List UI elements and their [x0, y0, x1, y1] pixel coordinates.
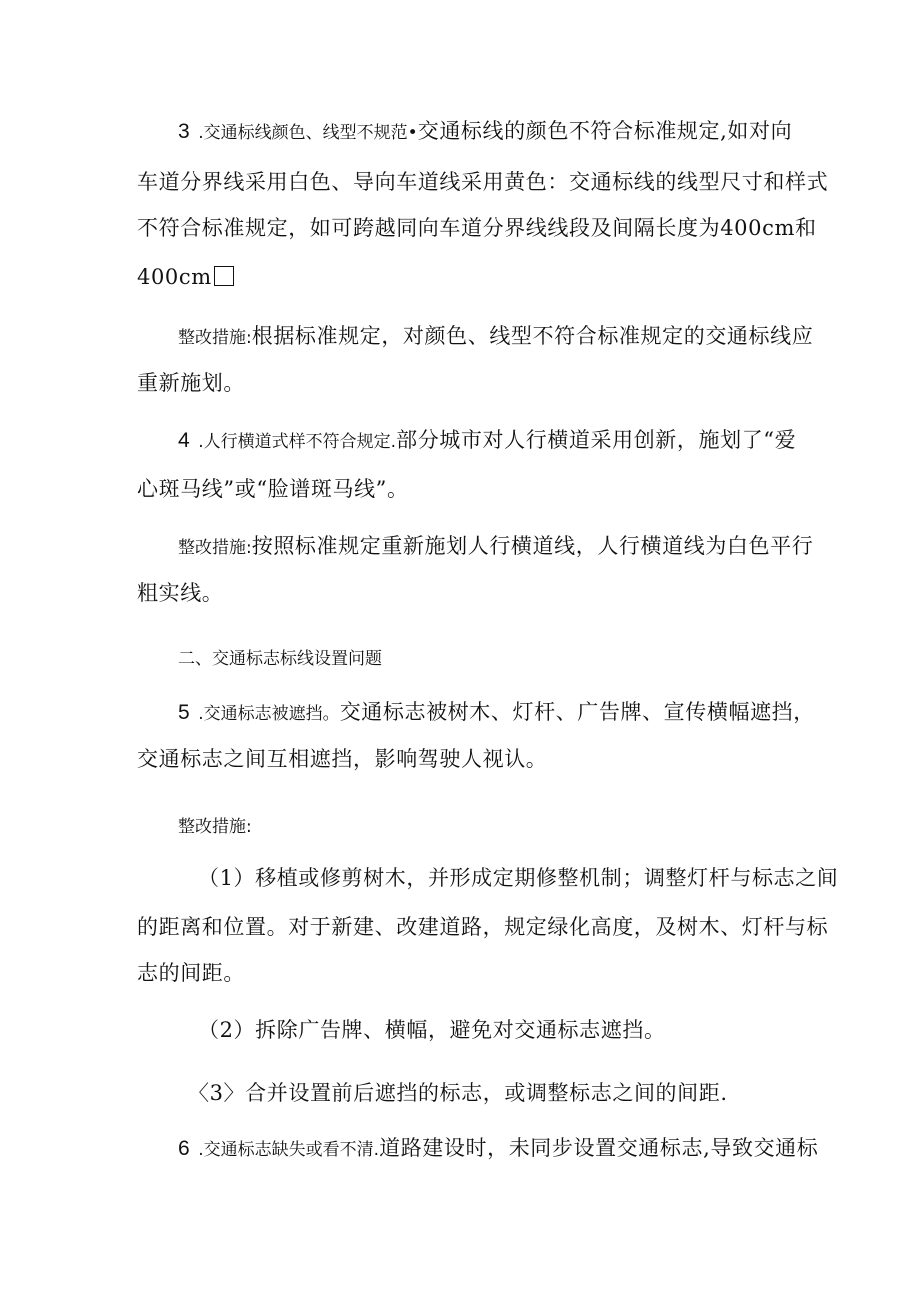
fix-3-text: 根据标准规定，对颜色、线型不符合标准规定的交通标线应: [251, 324, 814, 348]
item-4-line-2: 心斑马线”或“脸谱斑马线”。: [137, 477, 409, 501]
item-3-number: 3: [178, 120, 191, 143]
item-3-line-2: 车道分界线采用白色、导向车道线采用黄色：交通标线的线型尺寸和样式: [137, 170, 829, 194]
item-5-line-2: 交通标志之间互相遮挡，影响驾驶人视认。: [137, 747, 548, 771]
item-3-heading: .交通标线颜色、线型不规范•: [198, 123, 418, 143]
item-3-line-3: 不符合标准规定，如可跨越同向车道分界线线段及间隔长度为400cm和: [137, 216, 817, 240]
item-3-text-end: 400cm: [137, 265, 212, 289]
fix-5-measure-1-line-2: 的距离和位置。对于新建、改建道路，规定绿化高度，及树木、灯杆与标: [137, 915, 829, 939]
item-4-number: 4: [178, 429, 191, 452]
fix-3-heading: 整改措施:: [178, 328, 252, 348]
fix-4-heading: 整改措施:: [178, 538, 252, 558]
item-3-text: 交通标线的颜色不符合标准规定,如对向: [417, 119, 793, 143]
item-5-text: 交通标志被树木、灯杆、广告牌、宣传横幅遮挡，: [339, 700, 815, 724]
fix-5-measure-3: 〈3〉合并设置前后遮挡的标志，或调整标志之间的间距.: [188, 1081, 728, 1105]
fix-5-measure-2: （2）拆除广告牌、横幅，避免对交通标志遮挡。: [198, 1018, 666, 1042]
item-3-line-4: [137, 264, 234, 290]
item-5-heading: .交通标志被遮挡。: [198, 704, 340, 724]
item-6-number: 6: [178, 1137, 191, 1160]
missing-glyph-box-icon: [214, 266, 234, 286]
section-2-title: 二、交通标志标线设置问题: [178, 649, 382, 669]
item-4-line-1: [178, 427, 796, 455]
item-6-text: 道路建设时，未同步设置交通标志,导致交通标: [379, 1136, 819, 1160]
item-5-line-1: [178, 699, 815, 727]
item-4-text: 部分城市对人行横道采用创新，施划了“爱: [396, 428, 797, 452]
item-4-heading: .人行横道式样不符合规定.: [198, 432, 397, 452]
fix-4-line-2: 粗实线。: [137, 581, 224, 605]
fix-4-text: 按照标准规定重新施划人行横道线，人行横道线为白色平行: [251, 534, 814, 558]
item-6-heading: .交通标志缺失或看不清.: [198, 1140, 380, 1160]
fix-5-measure-1-line-3: 志的间距。: [137, 961, 245, 985]
item-5-number: 5: [178, 701, 191, 724]
fix-3-line-1: [178, 323, 813, 351]
item-6-line-1: [178, 1135, 818, 1163]
fix-4-line-1: [178, 533, 813, 561]
fix-5-heading: 整改措施:: [178, 817, 252, 837]
item-3-line-1: [178, 118, 792, 146]
fix-5-measure-1-line-1: （1）移植或修剪树木，并形成定期修整机制；调整灯杆与标志之间: [198, 866, 839, 890]
fix-3-line-2: 重新施划。: [137, 371, 245, 395]
